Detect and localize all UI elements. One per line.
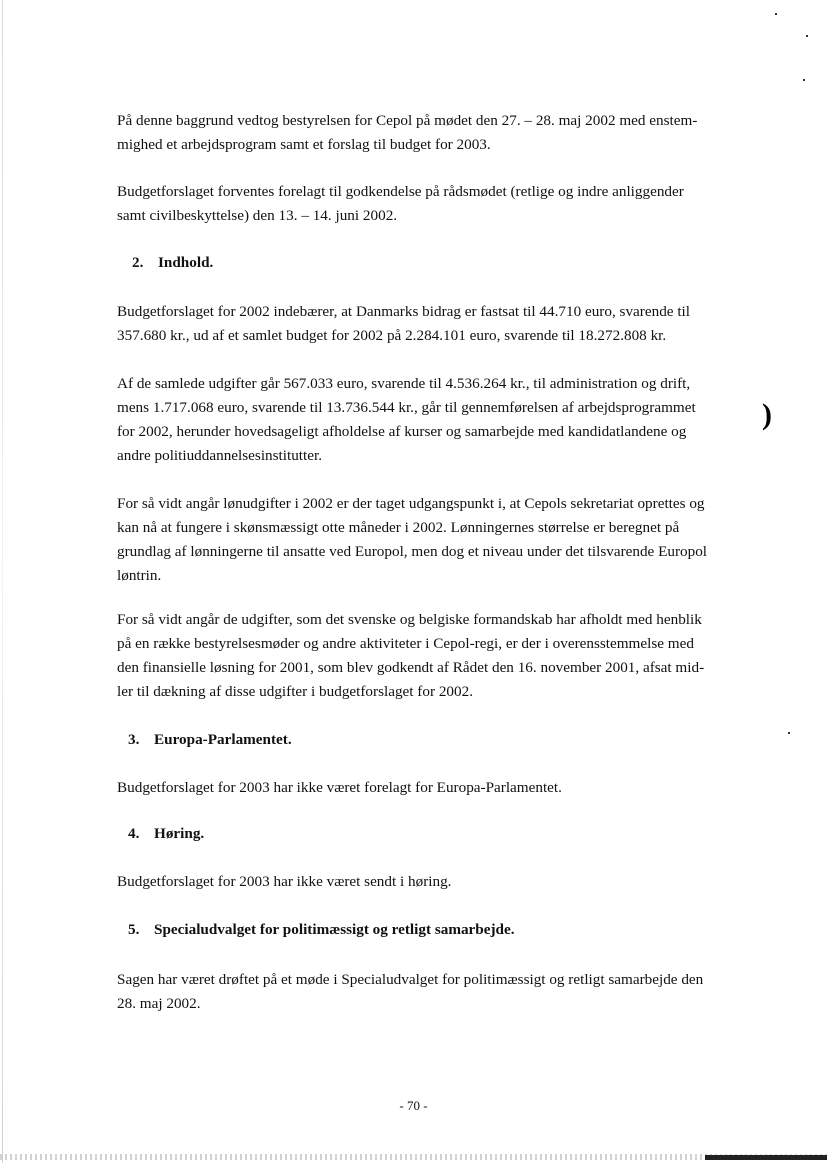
- section-number: 3.: [128, 731, 140, 748]
- scan-bracket-mark: ): [762, 398, 772, 431]
- section-title: Specialudvalget for politimæssigt og retligt samarbejde.: [154, 921, 515, 938]
- paragraph-expenditure-breakdown: [117, 372, 772, 468]
- scan-bottom-bar: [705, 1155, 827, 1160]
- page-number: - 70 -: [399, 1098, 428, 1113]
- text-line: Budgetforslaget for 2003 har ikke været forelagt for Europa-Parlamentet.: [117, 779, 562, 796]
- text-line: mighed et arbejdsprogram samt et forslag til budget for 2003.: [117, 136, 491, 153]
- section-title: Indhold.: [158, 254, 214, 271]
- scan-edge-line: [2, 0, 3, 1163]
- text-line: På denne baggrund vedtog bestyrelsen for Cepol på mødet den 27. – 28. maj 2002 med enstem-: [117, 112, 698, 129]
- text-line: mens 1.717.068 euro, svarende til 13.736.544 kr., går til gennemførelsen af arbejdsprogrammet: [117, 399, 696, 416]
- text-line: grundlag af lønningerne til ansatte ved Europol, men dog et niveau under det tilsvarende Europol: [117, 543, 708, 560]
- scan-dot: [803, 79, 805, 81]
- text-line: For så vidt angår lønudgifter i 2002 er der taget udgangspunkt i, at Cepols sekretariat oprettes og: [117, 495, 705, 512]
- text-line: løntrin.: [117, 567, 162, 584]
- scan-dot: [775, 13, 777, 15]
- text-line: 357.680 kr., ud af et samlet budget for 2002 på 2.284.101 euro, svarende til 18.272.808 kr.: [117, 327, 667, 344]
- text-line: Budgetforslaget forventes forelagt til godkendelse på rådsmødet (retlige og indre anliggender: [117, 183, 684, 200]
- text-line: for 2002, herunder hovedsageligt afholdelse af kurser og samarbejde med kandidatlandene og: [117, 423, 687, 440]
- text-line: Af de samlede udgifter går 567.033 euro, svarende til 4.536.264 kr., til administration og drift,: [117, 375, 691, 392]
- scan-dot: [788, 732, 790, 734]
- section-number: 5.: [128, 921, 140, 938]
- text-line: den finansielle løsning for 2001, som blev godkendt af Rådet den 16. november 2001, afsat mid-: [117, 659, 705, 676]
- text-line: ler til dækning af disse udgifter i budgetforslaget for 2002.: [117, 683, 473, 700]
- text-line: kan nå at fungere i skønsmæssigt otte måneder i 2002. Lønningernes størrelse er beregnet på: [117, 519, 680, 536]
- paragraph-consultation-status: [117, 870, 772, 894]
- paragraph-salary-costs: [117, 492, 772, 588]
- section-number: 4.: [128, 825, 140, 842]
- text-line: For så vidt angår de udgifter, som det svenske og belgiske formandskab har afholdt med henblik: [117, 611, 702, 628]
- section-heading-specialudvalget: [128, 918, 515, 942]
- scan-dot: [806, 35, 808, 37]
- section-heading-indhold: [132, 251, 213, 275]
- paragraph-committee-discussion: [117, 968, 772, 1016]
- paragraph-board-decision: [117, 109, 772, 157]
- text-line: Budgetforslaget for 2002 indebærer, at Danmarks bidrag er fastsat til 44.710 euro, svarende til: [117, 303, 690, 320]
- text-line: samt civilbeskyttelse) den 13. – 14. juni 2002.: [117, 207, 398, 224]
- text-line: 28. maj 2002.: [117, 995, 201, 1012]
- text-line: på en række bestyrelsesmøder og andre aktiviteter i Cepol-regi, er der i overensstemmelse med: [117, 635, 694, 652]
- section-title: Europa-Parlamentet.: [154, 731, 292, 748]
- paragraph-danish-contribution: [117, 300, 772, 348]
- section-number: 2.: [132, 254, 144, 271]
- section-title: Høring.: [154, 825, 205, 842]
- text-line: Sagen har været drøftet på et møde i Specialudvalget for politimæssigt og retligt samarbejde den: [117, 971, 704, 988]
- section-heading-europa-parlamentet: [128, 728, 292, 752]
- text-line: andre politiuddannelsesinstitutter.: [117, 447, 322, 464]
- text-line: Budgetforslaget for 2003 har ikke været sendt i høring.: [117, 873, 452, 890]
- paragraph-council-approval: [117, 180, 772, 228]
- section-heading-hoering: [128, 822, 204, 846]
- scan-bottom-noise: [0, 1154, 827, 1160]
- paragraph-presidency-costs: [117, 608, 772, 704]
- paragraph-parliament-status: [117, 776, 772, 800]
